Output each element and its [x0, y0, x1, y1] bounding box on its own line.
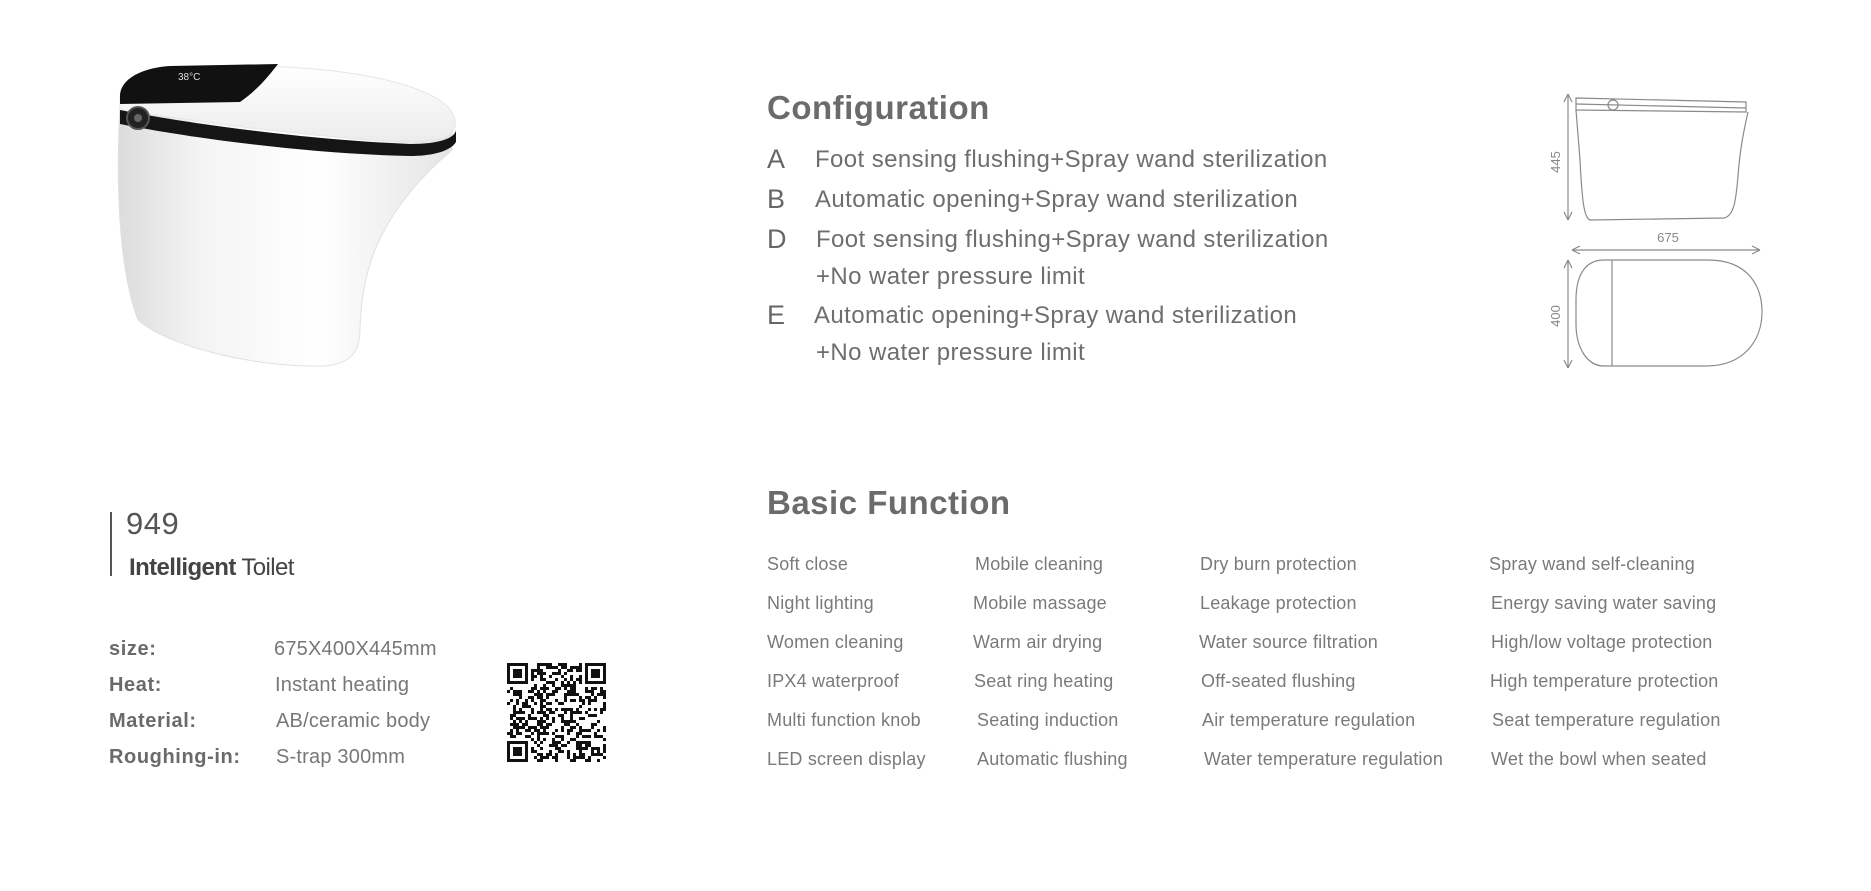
spec-value-heat: Instant heating — [275, 674, 410, 696]
config-letter-e: E — [767, 300, 786, 330]
function-item: Seating induction — [977, 710, 1119, 730]
function-item: Multi function knob — [767, 710, 921, 730]
spec-label-heat: Heat: — [109, 674, 163, 696]
spec-value-material: AB/ceramic body — [276, 710, 431, 732]
function-item: Water temperature regulation — [1204, 749, 1444, 769]
spec-value-roughing: S-trap 300mm — [276, 746, 406, 768]
function-item: Warm air drying — [973, 632, 1103, 652]
function-item: LED screen display — [767, 749, 926, 769]
function-item: Spray wand self-cleaning — [1489, 554, 1695, 574]
function-item: Soft close — [767, 554, 849, 574]
config-text-a: Foot sensing flushing+Spray wand sterilization — [815, 146, 1328, 173]
dim-height-label: 445 — [1548, 151, 1563, 173]
function-item: Women cleaning — [767, 632, 904, 652]
function-item: Night lighting — [767, 593, 874, 613]
product-name-rest: Toilet — [235, 554, 294, 581]
spec-value-size: 675X400X445mm — [274, 638, 437, 660]
function-item: High temperature protection — [1490, 671, 1719, 691]
product-image — [110, 58, 460, 378]
product-name-bold: Intelligent — [129, 554, 236, 581]
config-text-e-2: +No water pressure limit — [816, 339, 1086, 366]
basic-function-title: Basic Function — [767, 484, 1011, 521]
config-text-d-1: Foot sensing flushing+Spray wand sterilization — [816, 226, 1329, 253]
config-text-d-2: +No water pressure limit — [816, 263, 1086, 290]
function-item: Mobile massage — [973, 593, 1107, 613]
function-item: Air temperature regulation — [1202, 710, 1416, 730]
configuration-title: Configuration — [767, 89, 990, 126]
config-letter-d: D — [767, 224, 787, 254]
function-item: Seat ring heating — [974, 671, 1114, 691]
model-divider — [110, 512, 112, 576]
top-view-diagram — [1538, 228, 1773, 373]
product-name — [129, 554, 294, 582]
panel-display-text: 38°C — [178, 72, 201, 83]
function-item: Automatic flushing — [977, 749, 1128, 769]
spec-label-material: Material: — [109, 710, 197, 732]
side-view-diagram — [1538, 90, 1768, 225]
config-text-e-1: Automatic opening+Spray wand sterilization — [814, 302, 1298, 329]
qr-code-icon — [507, 663, 606, 762]
spec-label-roughing: Roughing-in: — [109, 746, 241, 768]
function-item: Off-seated flushing — [1201, 671, 1356, 691]
function-item: Leakage protection — [1200, 593, 1357, 613]
config-text-b: Automatic opening+Spray wand sterilization — [815, 186, 1299, 213]
config-letter-a: A — [767, 144, 786, 174]
function-item: Dry burn protection — [1200, 554, 1357, 574]
function-item: High/low voltage protection — [1491, 632, 1713, 652]
function-item: Wet the bowl when seated — [1491, 749, 1707, 769]
config-letter-b: B — [767, 184, 786, 214]
function-item: Seat temperature regulation — [1492, 710, 1721, 730]
function-item: Mobile cleaning — [975, 554, 1104, 574]
function-item: IPX4 waterproof — [767, 671, 900, 691]
dim-length-label: 675 — [1657, 230, 1679, 245]
dim-width-label: 400 — [1548, 305, 1563, 327]
model-number: 949 — [126, 506, 180, 541]
function-item: Energy saving water saving — [1491, 593, 1717, 613]
function-item: Water source filtration — [1199, 632, 1378, 652]
spec-label-size: size: — [109, 638, 157, 660]
